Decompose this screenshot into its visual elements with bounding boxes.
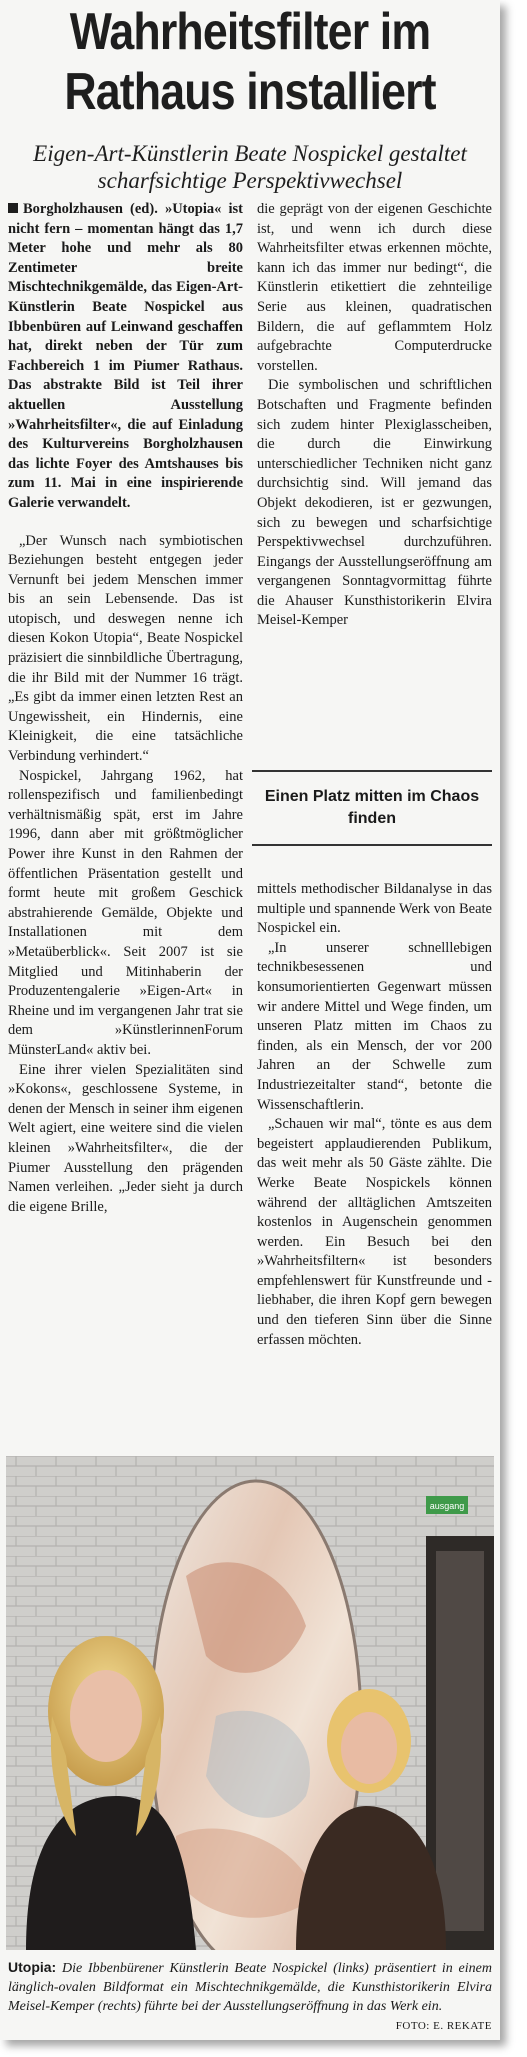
paragraph: „In unserer schnelllebigen technikbesessenen und konsumorientierten Gegenwart müssen wir andere Mittel und Wege finden, um unseren Platz mitten im Chaos zu finden, als ein Mensch, der vor 200 Jahren an der Schwelle zum Industriezeitalter stand“, betonte die Wissenschaftlerin. xyxy=(257,939,492,1113)
article-column-right-top xyxy=(257,200,492,631)
subheadline-line-1: Eigen-Art-Künstlerin Beate Nospickel gestaltet xyxy=(33,141,467,166)
caption-text: Die Ibbenbürener Künstlerin Beate Nospickel (links) präsentiert in einem länglich-ovalen Bildformat ein Mischtechnikgemälde, die Kunsthistorikerin Elvira Meisel-Kemper (rechts) führte bei der Ausstellungseröffnung in das Werk ein. xyxy=(8,1961,492,2014)
paragraph: „Schauen wir mal“, tönte es aus dem begeistert applaudierenden Publikum, das weit mehr als 50 Gäste zählte. Die Werke Beate Nospickels können während der alltäglichen Amtszeiten kostenlos in Augenschein genommen werden. Ein Besuch bei den »Wahrheitsfiltern« ist besonders empfehlenswert für Kunstfreunde und -liebhaber, die ihren Kopf gern bewegen und den tieferen Sinn über die Sinne erfassen möchten. xyxy=(257,1116,492,1348)
exit-sign-text: ausgang xyxy=(429,1501,465,1511)
subheadline xyxy=(8,140,492,194)
photo-credit: FOTO: E. REKATE xyxy=(395,2020,492,2032)
article-photo xyxy=(6,1456,494,1950)
paragraph: die geprägt von der eigenen Geschichte ist, und wenn ich durch diese Wahrheitsfilter etwas erkennen möchte, kann ich das immer nur bedingt“, die Künstlerin etikettiert die zehnteilige Serie aus kleinen, quadratischen Bildern, die auf geflammtem Holz aufgebrachte Computerdrucke vorstellen. xyxy=(257,201,492,374)
subheadline-line-2: scharfsichtige Perspektivwechsel xyxy=(97,168,403,193)
paragraph: „Der Wunsch nach symbiotischen Beziehungen besteht entgegen jeder Vernunft bei jedem Menschen immer bis an sein Lebensende. Das ist utopisch, und deswegen nenne ich diesen Kokon Utopia“, Beate Nospickel präzisiert die sinnbildliche Übertragung, die ihr Bild mit der Nummer 16 trägt. „Es gibt da immer einen letzten Rest an Ungewissheit, ein Hindernis, eine Kleinigkeit, die eine tatsächliche Verbindung verhindert.“ xyxy=(8,532,243,765)
square-bullet-icon xyxy=(8,203,18,213)
photo-illustration xyxy=(6,1456,494,1950)
photo-caption xyxy=(8,1958,492,2036)
paragraph: Die symbolischen und schriftlichen Botschaften und Fragmente befinden sich zudem hinter Plexiglasscheiben, die durch die Einwirkung unterschiedlicher Techniken nicht ganz durchsichtig sind. Will jemand das Objekt dekodieren, ist er gezwungen, sich zu bewegen und scharfsichtige Perspektivwechsel durchzuführen. Eingangs der Ausstellungseröffnung am vergangenen Sonntagvormittag führte die Ahauser Kunsthistorikerin Elvira Meisel-Kemper xyxy=(257,377,492,629)
headline-line-1: Wahrheitsfilter im xyxy=(69,3,431,61)
headline xyxy=(35,2,465,122)
intermediate-heading: Einen Platz mitten im Chaos finden xyxy=(252,770,492,846)
door xyxy=(436,1551,484,1931)
paragraph: Eine ihrer vielen Spezialitäten sind »Kokons«, geschlossene Systeme, in denen der Mensch in seiner ihm eigenen Welt agiert, eine weitere sind die vielen kleinen »Wahrheitsfilter«, die der Piumer Ausstellung den prägenden Namen verleihen. „Jeder sieht ja durch die eigene Brille, xyxy=(8,1061,243,1215)
lead-text: Borgholzhausen (ed). »Utopia« ist nicht fern – momentan hängt das 1,7 Meter hohe und mehr als 80 Zentimeter breite Mischtechnikgemälde, das Eigen-Art-Künstlerin Beate Nospickel aus Ibbenbüren auf Leinwand geschaffen hat, direkt neben der Tür zum Fachbereich 1 im Piumer Rathaus. Das abstrakte Bild ist Teil ihrer aktuellen Ausstellung »Wahrheitsfilter«, die auf Einladung des Kulturvereins Borgholzhausen das lichte Foyer des Amtshauses bis zum 11. Mai in eine inspirierende Galerie verwandelt. xyxy=(8,201,243,511)
article-column-right-bottom xyxy=(257,880,492,1350)
paragraph: mittels methodischer Bildanalyse in das multiple und spannende Werk von Beate Nospickel ein. xyxy=(257,881,492,937)
headline-line-2: Rathaus installiert xyxy=(64,63,436,121)
lead-paragraph xyxy=(8,200,243,514)
caption-label: Utopia: xyxy=(8,1959,57,1975)
paragraph: Nospickel, Jahrgang 1962, hat rollenspezifisch und familienbedingt verhältnismäßig spät, erst im Jahre 1996, dann aber mit größtmöglicher Power ihre Kunst in den Rahmen der öffentlichen Präsentation gestellt und formt heute mit großem Geschick abstrahierende Gemälde, Objekte und Installationen mit dem »Metaüberblick«. Seit 2007 ist sie Mitglied und Mitinhaberin der Produzentengalerie »Eigen-Art« in Rheine und im vergangenen Jahr trat sie dem »KünstlerinnenForum MünsterLand« aktiv bei. xyxy=(8,767,243,1058)
article-column-left xyxy=(8,200,243,1217)
